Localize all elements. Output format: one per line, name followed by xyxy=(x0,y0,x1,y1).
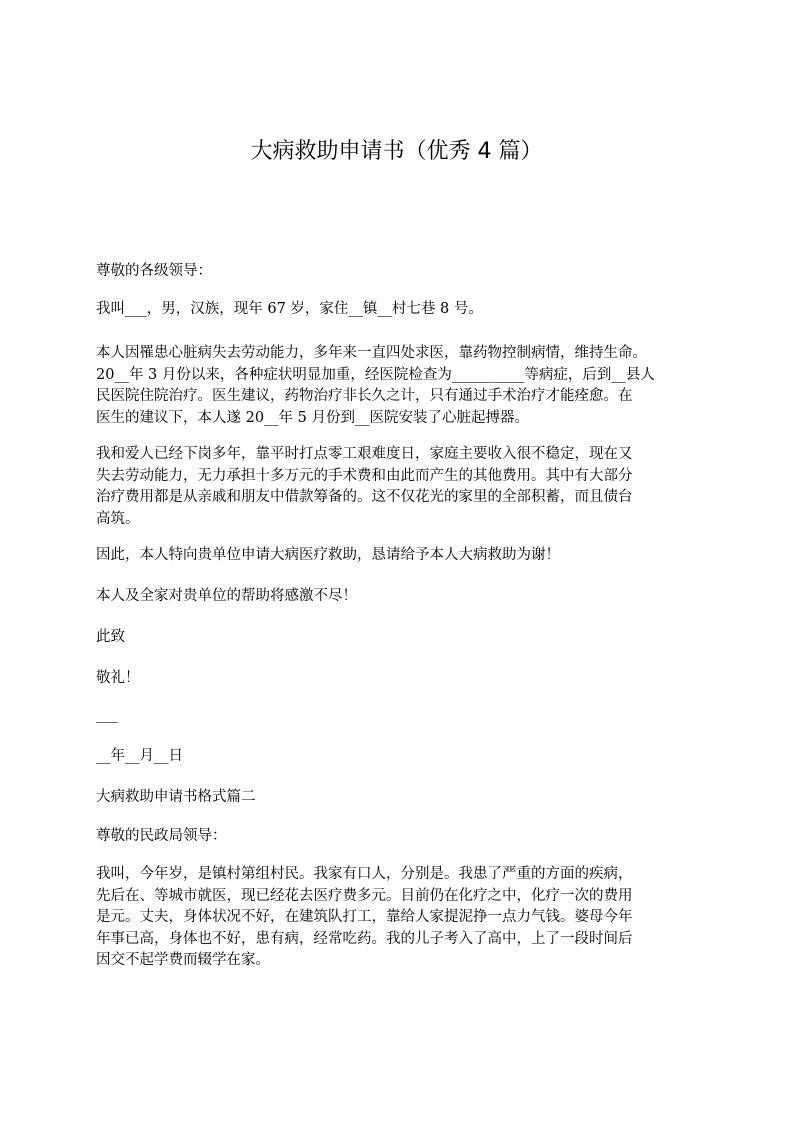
paragraph-line: 高筑。 xyxy=(96,510,140,527)
paragraph-line: 年事已高，身体也不好，患有病，经常吃药。我的儿子考入了高中，上了一段时间后 xyxy=(96,930,633,947)
salutation-two: 尊敬的民政局领导： xyxy=(96,828,227,844)
salutation: 尊敬的各级领导： xyxy=(96,263,212,279)
document-title: 大病救助申请书（优秀 4 篇） xyxy=(250,139,543,164)
paragraph-family xyxy=(96,444,706,530)
paragraph-illness xyxy=(96,343,706,429)
closing-cizhi: 此致 xyxy=(96,629,125,645)
paragraph-line: 我叫，今年岁，是镇村第组村民。我家有口人，分别是。我患了严重的方面的疾病， xyxy=(96,866,633,882)
closing-jingli: 敬礼！ xyxy=(96,670,140,686)
paragraph-line: 20__年 3 月份以来，各种症状明显加重，经医院检查为__________等病症，后到__县人 xyxy=(96,366,655,383)
paragraph-line: 医生的建议下，本人遂 20__年 5 月份到__医院安装了心脏起搏器。 xyxy=(96,409,530,426)
date-line: __年__月__日 xyxy=(96,748,183,764)
paragraph-line: 是元。丈夫，身体状况不好，在建筑队打工，靠给人家提泥挣一点力气钱。婆母今年 xyxy=(96,909,633,925)
signature-blank: ___ xyxy=(96,707,118,723)
paragraph-line: 因交不起学费而辍学在家。 xyxy=(96,952,270,968)
thanks-paragraph: 本人及全家对贵单位的帮助将感激不尽！ xyxy=(96,588,357,604)
paragraph-line: 失去劳动能力，无力承担十多万元的手术费和由此而产生的其他费用。其中有大部分 xyxy=(96,467,633,484)
paragraph-line: 民医院住院治疗。医生建议，药物治疗非长久之计，只有通过手术治疗才能痊愈。在 xyxy=(96,388,633,404)
paragraph-line: 我和爱人已经下岗多年，靠平时打点零工艰难度日，家庭主要收入很不稳定，现在又 xyxy=(96,446,633,462)
paragraph-line: 先后在、等城市就医，现已经花去医疗费多元。目前仍在化疗之中，化疗一次的费用 xyxy=(96,887,633,904)
paragraph-line: 本人因罹患心脏病失去劳动能力，多年来一直四处求医，靠药物控制病情，维持生命。 xyxy=(96,345,647,361)
paragraph-applicant xyxy=(96,864,706,972)
intro-paragraph: 我叫___，男，汉族，现年 67 岁，家住__镇__村七巷 8 号。 xyxy=(96,301,483,317)
paragraph-line: 治疗费用都是从亲戚和朋友中借款筹备的。这不仅花光的家里的全部积蓄，而且债台 xyxy=(96,489,633,505)
section-two-title: 大病救助申请书格式篇二 xyxy=(96,789,256,805)
request-paragraph: 因此，本人特向贵单位申请大病医疗救助，恳请给予本人大病救助为谢！ xyxy=(96,547,560,563)
